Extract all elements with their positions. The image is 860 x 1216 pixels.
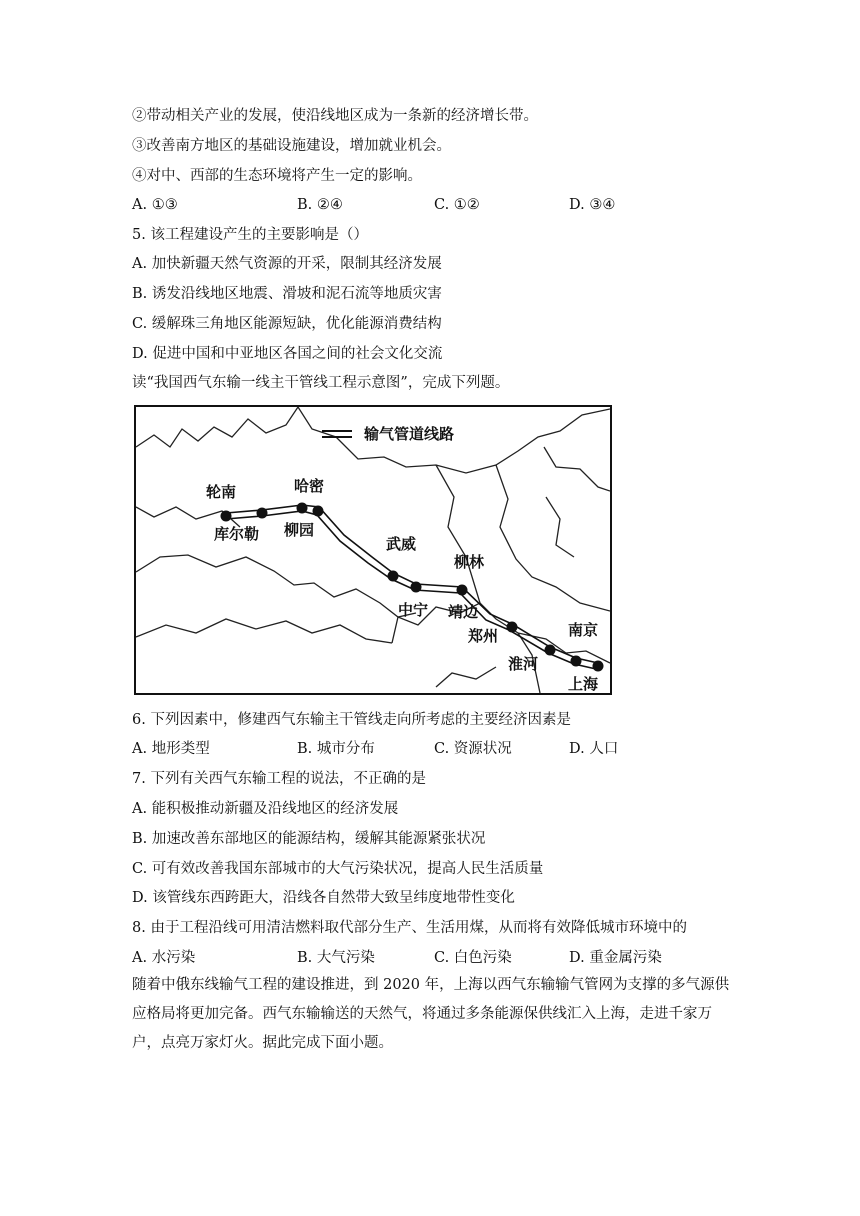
- city-point-huaihe: [545, 645, 556, 656]
- q8-option-d[interactable]: D. 重金属污染: [569, 950, 662, 966]
- q8-option-c[interactable]: C. 白色污染: [434, 950, 512, 966]
- label-zhongning: 中宁: [398, 601, 429, 619]
- pipeline-map-svg: [136, 407, 610, 693]
- q6-option-d[interactable]: D. 人口: [569, 741, 619, 757]
- label-zhengzhou: 郑州: [468, 627, 499, 645]
- q8-option-b[interactable]: B. 大气污染: [297, 950, 375, 966]
- q5-option-b[interactable]: B. 诱发沿线地区地震、滑坡和泥石流等地质灾害: [132, 286, 442, 302]
- city-point-hami: [297, 503, 308, 514]
- city-point-korla: [257, 508, 268, 519]
- statement-4: ④对中、西部的生态环境将产生一定的影响。: [132, 168, 422, 184]
- label-liuyuan: 柳园: [284, 521, 315, 539]
- city-point-liuyuan: [313, 506, 324, 517]
- map-legend-label: 输气管道线路: [364, 425, 455, 443]
- pipeline-map: [134, 405, 612, 695]
- city-point-zhongning: [411, 582, 422, 593]
- q4-option-d[interactable]: D. ③④: [569, 197, 616, 213]
- q8-option-a[interactable]: A. 水污染: [132, 950, 196, 966]
- q6-option-c[interactable]: C. 资源状况: [434, 741, 512, 757]
- map-borders: [136, 407, 610, 693]
- city-point-wuwei: [388, 571, 399, 582]
- q5-option-a[interactable]: A. 加快新疆天然气资源的开采，限制其经济发展: [132, 256, 442, 272]
- city-point-liulin: [457, 585, 468, 596]
- q4-option-c[interactable]: C. ①②: [434, 197, 480, 213]
- label-korla: 库尔勒: [214, 525, 260, 543]
- label-jingbian: 靖边: [448, 603, 479, 621]
- label-huaihe: 淮河: [508, 655, 539, 673]
- q8-stem: 8. 由于工程沿线可用清洁燃料取代部分生产、生活用煤，从而将有效降低城市环境中的: [132, 920, 687, 936]
- q6-option-a[interactable]: A. 地形类型: [132, 741, 210, 757]
- q7-option-c[interactable]: C. 可有效改善我国东部城市的大气污染状况，提高人民生活质量: [132, 861, 544, 877]
- city-point-nanjing: [571, 656, 582, 667]
- map-intro: 读“我国西气东输一线主干管线工程示意图”，完成下列题。: [132, 375, 510, 391]
- q6-stem: 6. 下列因素中，修建西气东输主干管线走向所考虑的主要经济因素是: [132, 712, 571, 728]
- q5-option-c[interactable]: C. 缓解珠三角地区能源短缺，优化能源消费结构: [132, 316, 442, 332]
- label-wuwei: 武威: [386, 535, 417, 553]
- q6-option-b[interactable]: B. 城市分布: [297, 741, 375, 757]
- city-point-lunnan: [221, 511, 232, 522]
- statement-2: ②带动相关产业的发展，使沿线地区成为一条新的经济增长带。: [132, 108, 538, 124]
- label-lunnan: 轮南: [206, 483, 237, 501]
- city-points: [221, 503, 604, 672]
- label-liulin: 柳林: [454, 553, 485, 571]
- q7-option-a[interactable]: A. 能积极推动新疆及沿线地区的经济发展: [132, 801, 399, 817]
- city-point-zhengzhou: [507, 622, 518, 633]
- q7-option-d[interactable]: D. 该管线东西跨距大，沿线各自然带大致呈纬度地带性变化: [132, 890, 515, 906]
- label-hami: 哈密: [294, 477, 325, 495]
- q7-option-b[interactable]: B. 加速改善东部地区的能源结构，缓解其能源紧张状况: [132, 831, 486, 847]
- q5-stem: 5. 该工程建设产生的主要影响是（）: [132, 227, 368, 243]
- label-nanjing: 南京: [568, 621, 599, 639]
- closing-paragraph: 随着中俄东线输气工程的建设推进，到 2020 年，上海以西气东输输气管网为支撑的多气源供应格局将更加完备。西气东输输送的天然气，将通过多条能源保供线汇入上海，走进千家万户，点亮万家灯火。据此完成下面小题。: [132, 977, 730, 1051]
- city-point-shanghai: [593, 661, 604, 672]
- q5-option-d[interactable]: D. 促进中国和中亚地区各国之间的社会文化交流: [132, 346, 443, 362]
- q4-option-b[interactable]: B. ②④: [297, 197, 343, 213]
- map-legend: [322, 425, 454, 443]
- label-shanghai: 上海: [568, 675, 599, 693]
- statement-3: ③改善南方地区的基础设施建设，增加就业机会。: [132, 138, 451, 154]
- q4-option-a[interactable]: A. ①③: [132, 197, 178, 213]
- q7-stem: 7. 下列有关西气东输工程的说法，不正确的是: [132, 771, 426, 787]
